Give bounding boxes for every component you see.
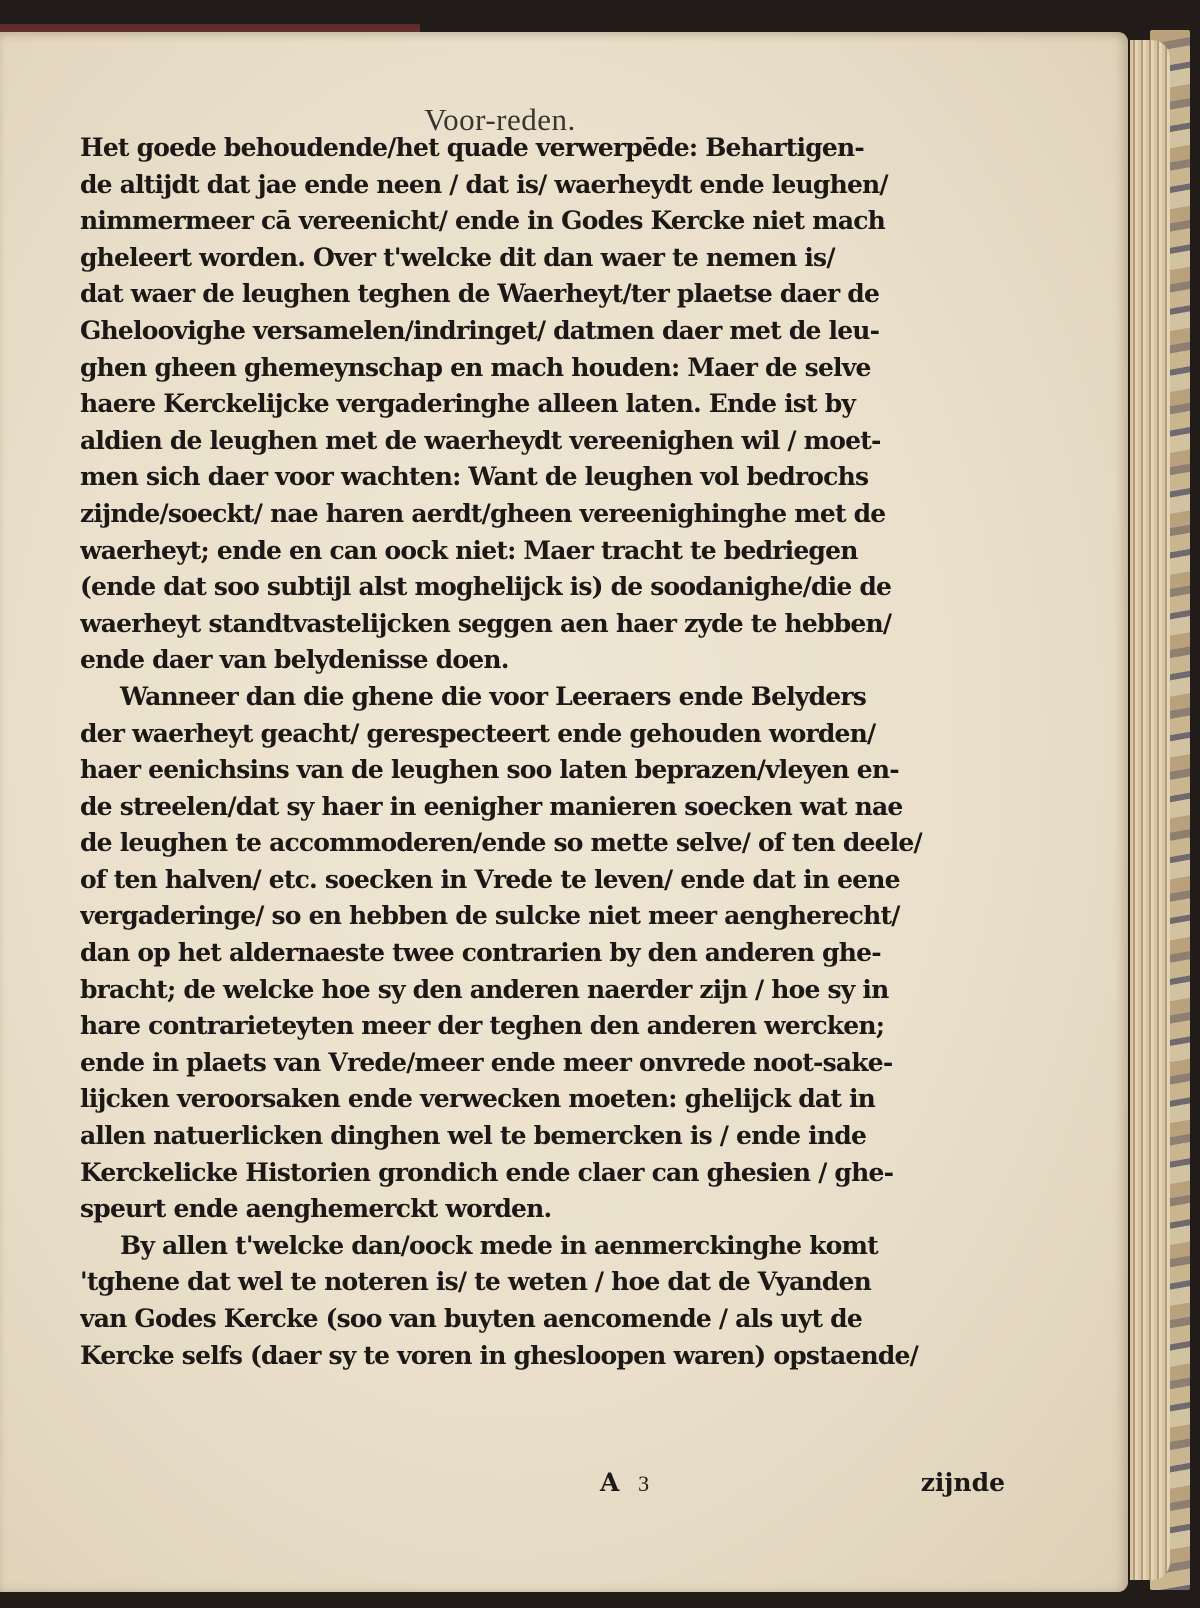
- text-line: ende in plaets van Vrede/meer ende meer onvrede noot-sake-: [80, 1047, 893, 1077]
- text-line: dan op het aldernaeste twee contrarien by den anderen ghe-: [80, 938, 881, 968]
- catchword: zijnde: [920, 1468, 1005, 1497]
- text-line: 'tghene dat wel te noteren is/ te weten / hoe dat de Vyanden: [80, 1267, 872, 1297]
- text-line: de streelen/dat sy haer in eenigher manieren soecken wat nae: [80, 791, 903, 821]
- running-header: Voor-reden.: [424, 102, 576, 137]
- text-line: Wanneer dan die ghene die voor Leeraers ende Belyders: [120, 681, 867, 711]
- text-line: (ende dat soo subtijl alst moghelijck is) de soodanighe/die de: [80, 572, 892, 602]
- page-edges: [1130, 40, 1170, 1580]
- text-line: van Godes Kercke (soo van buyten aencomende / als uyt de: [80, 1304, 862, 1333]
- text-line: de altijdt dat jae ende neen / dat is/ waerheydt ende leughen/: [80, 169, 888, 199]
- text-line: aldien de leughen met de waerheydt vereenighen wil / moet-: [80, 425, 881, 455]
- text-line: ende daer van belydenisse doen.: [80, 645, 509, 675]
- text-line: vergaderinge/ so en hebben de sulcke niet meer aengherecht/: [80, 901, 900, 931]
- text-line: dat waer de leughen teghen de Waerheyt/ter plaetse daer de: [80, 279, 880, 309]
- text-line: ghen gheen ghemeynschap en mach houden: Maer de selve: [80, 352, 871, 382]
- text-line: haer eenichsins van de leughen soo laten beprazen/vleyen en-: [80, 755, 899, 785]
- text-line: allen natuerlicken dinghen wel te bemercken is / ende inde: [80, 1121, 867, 1151]
- text-line: gheleert worden. Over t'welcke dit dan waer te nemen is/: [80, 242, 835, 272]
- signature-number: 3: [638, 1471, 650, 1496]
- text-line: By allen t'welcke dan/oock mede in aenmerckinghe komt: [120, 1230, 878, 1260]
- text-line: of ten halven/ etc. soecken in Vrede te leven/ ende dat in eene: [80, 864, 900, 894]
- text-line: nimmermeer cā vereenicht/ ende in Godes Kercke niet mach: [80, 206, 886, 236]
- text-line: men sich daer voor wachten: Want de leughen vol bedrochs: [80, 462, 869, 492]
- text-line: zijnde/soeckt/ nae haren aerdt/gheen vereenighinghe met de: [80, 498, 886, 528]
- text-line: bracht; de welcke hoe sy den anderen naerder zijn / hoe sy in: [80, 974, 889, 1004]
- text-line: lijcken veroorsaken ende verwecken moeten: ghelijck dat in: [80, 1084, 876, 1114]
- text-line: haere Kerckelijcke vergaderinghe alleen laten. Ende ist by: [80, 389, 856, 419]
- text-line: waerheyt standtvastelijcken seggen aen haer zyde te hebben/: [80, 608, 892, 638]
- text-line: waerheyt; ende en can oock niet: Maer tracht te bedriegen: [80, 535, 858, 565]
- text-line: speurt ende aenghemerckt worden.: [80, 1194, 552, 1224]
- text-line: der waerheyt geacht/ gerespecteert ende gehouden worden/: [80, 718, 876, 748]
- body-text: [80, 130, 1005, 1374]
- text-line: Het goede behoudende/het quade verwerpēde: Behartigen-: [80, 133, 864, 162]
- text-line: Gheloovighe versamelen/indringet/ datmen daer met de leu-: [80, 315, 880, 345]
- page-footer: [80, 1468, 1005, 1508]
- text-line: Kercke selfs (daer sy te voren in ghesloopen waren) opstaende/: [80, 1340, 918, 1370]
- text-line: hare contrarieteyten meer der teghen den anderen wercken;: [80, 1011, 885, 1041]
- signature-letter: A: [600, 1468, 620, 1497]
- signature-mark: [600, 1468, 649, 1497]
- text-line: de leughen te accommoderen/ende so mette selve/ of ten deele/: [80, 828, 922, 858]
- text-line: Kerckelicke Historien grondich ende claer can ghesien / ghe-: [80, 1157, 894, 1187]
- book-page: [0, 32, 1128, 1592]
